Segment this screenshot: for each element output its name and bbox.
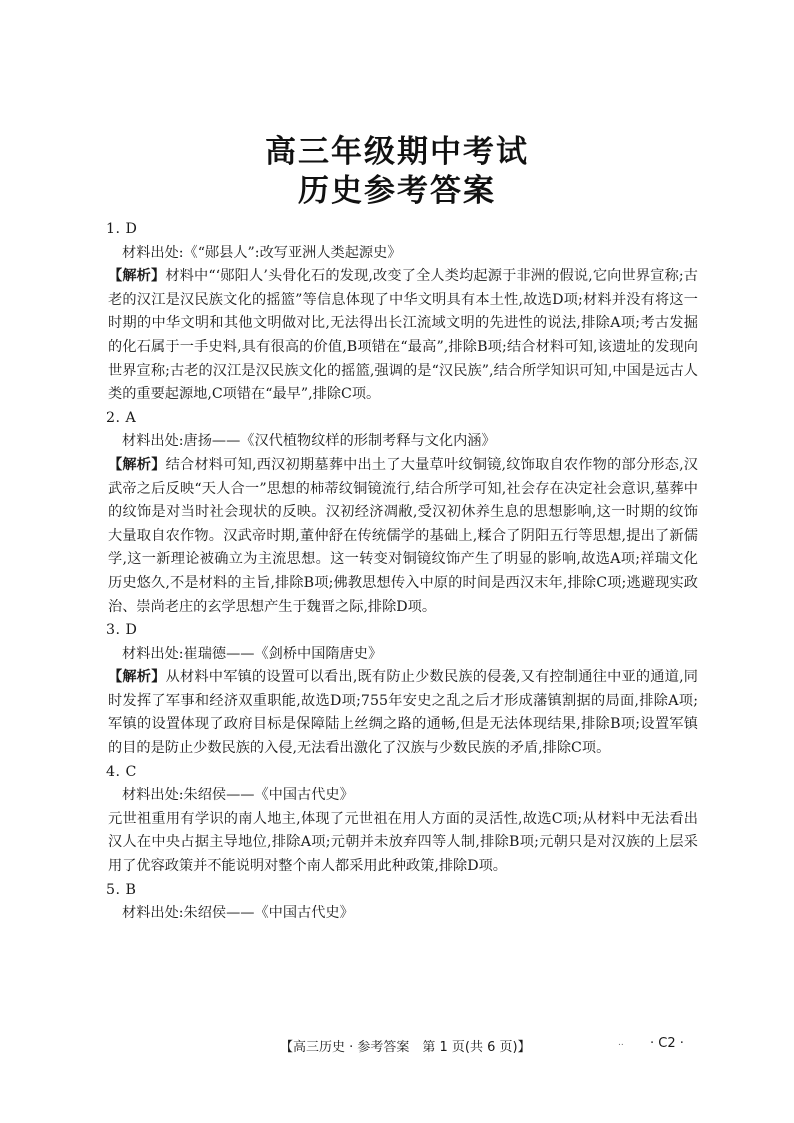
footer-page-info: 【高三历史 · 参考答案 第 1 页(共 6 页)】: [280, 1040, 531, 1055]
footer-code: · C2 ·: [650, 1036, 684, 1051]
analysis-paragraph: [108, 454, 698, 619]
question-3: [108, 619, 698, 761]
question-2: [108, 407, 698, 619]
material-source: 材料出处:朱绍侯——《中国古代史》: [122, 905, 354, 922]
analysis-tag: 【解析】: [108, 456, 166, 473]
question-number: 1. D: [106, 221, 138, 237]
material-source: 材料出处:唐扬——《汉代植物纹样的形制考释与文化内涵》: [122, 433, 496, 450]
analysis-text: 从材料中军镇的设置可以看出,既有防止少数民族的侵袭,又有控制通往中亚的通道,同时发挥了军事和经济双重职能,故选D项;755年安史之乱之后才形成藩镇割据的局面,排除A项;军镇的设置体现了政府目标是保障陆上丝绸之路的通畅,但是无法体现结果,排除B项;设置军镇的目的是防止少数民族的入侵,无法看出激化了汉族与少数民族的矛盾,排除C项。: [108, 669, 698, 757]
question-5: [108, 879, 698, 926]
question-number: 5. B: [106, 881, 137, 898]
page-subtitle: 历史参考答案: [298, 173, 496, 209]
material-source: 材料出处:崔瑞德——《剑桥中国隋唐史》: [122, 645, 383, 662]
footer-dots: ..: [618, 1038, 624, 1048]
question-1: [108, 218, 698, 407]
page-title: 高三年级期中考试: [265, 134, 529, 170]
question-number: 2. A: [106, 409, 137, 426]
material-source: 材料出处:《“郧县人”:改写亚洲人类起源史》: [122, 244, 402, 261]
answer-content: [108, 218, 698, 926]
question-4: [108, 761, 698, 879]
material-source: 材料出处:朱绍侯——《中国古代史》: [122, 787, 354, 804]
question-number: 3. D: [106, 622, 138, 639]
analysis-text: 材料中“‘郧阳人’头骨化石的发现,改变了全人类均起源于非洲的假说,它向世界宣称;古老的汉江是汉民族文化的摇篮”等信息体现了中华文明具有本土性,故选D项;材料并没有将这一时期的中华文明和其他文明做对比,无法得出长江流域文明的先进性的说法,排除A项;考古发掘的化石属于一手史料,具有很高的价值,B项错在“最高”,排除B项;结合材料可知,该遗址的发现向世界宣称;古老的汉江是汉民族文化的摇篮,强调的是“汉民族”,结合所学知识可知,中国是远古人类的重要起源地,C项错在“最早”,排除C项。: [108, 268, 698, 403]
analysis-text: 结合材料可知,西汉初期墓葬中出土了大量草叶纹铜镜,纹饰取自农作物的部分形态,汉武帝之后反映“天人合一”思想的柿蒂纹铜镜流行,结合所学可知,社会存在决定社会意识,墓葬中的纹饰是对当时社会现状的反映。汉初经济凋敝,受汉初休养生息的思想影响,这一时期的纹饰大量取自农作物。汉武帝时期,董仲舒在传统儒学的基础上,糅合了阴阳五行等思想,提出了新儒学,这一新理论被确立为主流思想。这一转变对铜镜纹饰产生了明显的影响,故选A项;祥瑞文化历史悠久,不是材料的主旨,排除B项;佛教思想传入中原的时间是西汉末年,排除C项;逃避现实政治、崇尚老庄的玄学思想产生于魏晋之际,排除D项。: [108, 456, 698, 615]
analysis-tag: 【解析】: [108, 669, 166, 686]
analysis-tag: 【解析】: [108, 268, 166, 285]
analysis-paragraph: [108, 666, 698, 760]
question-number: 4. C: [106, 763, 137, 780]
analysis-text: 元世祖重用有学识的南人地主,体现了元世祖在用人方面的灵活性,故选C项;从材料中无法看出汉人在中央占据主导地位,排除A项;元朝并未放弃四等人制,排除B项;元朝只是对汉族的上层采用了优容政策并不能说明对整个南人都采用此种政策,排除D项。: [108, 810, 698, 875]
analysis-paragraph: [108, 265, 698, 407]
analysis-paragraph: [108, 808, 698, 879]
